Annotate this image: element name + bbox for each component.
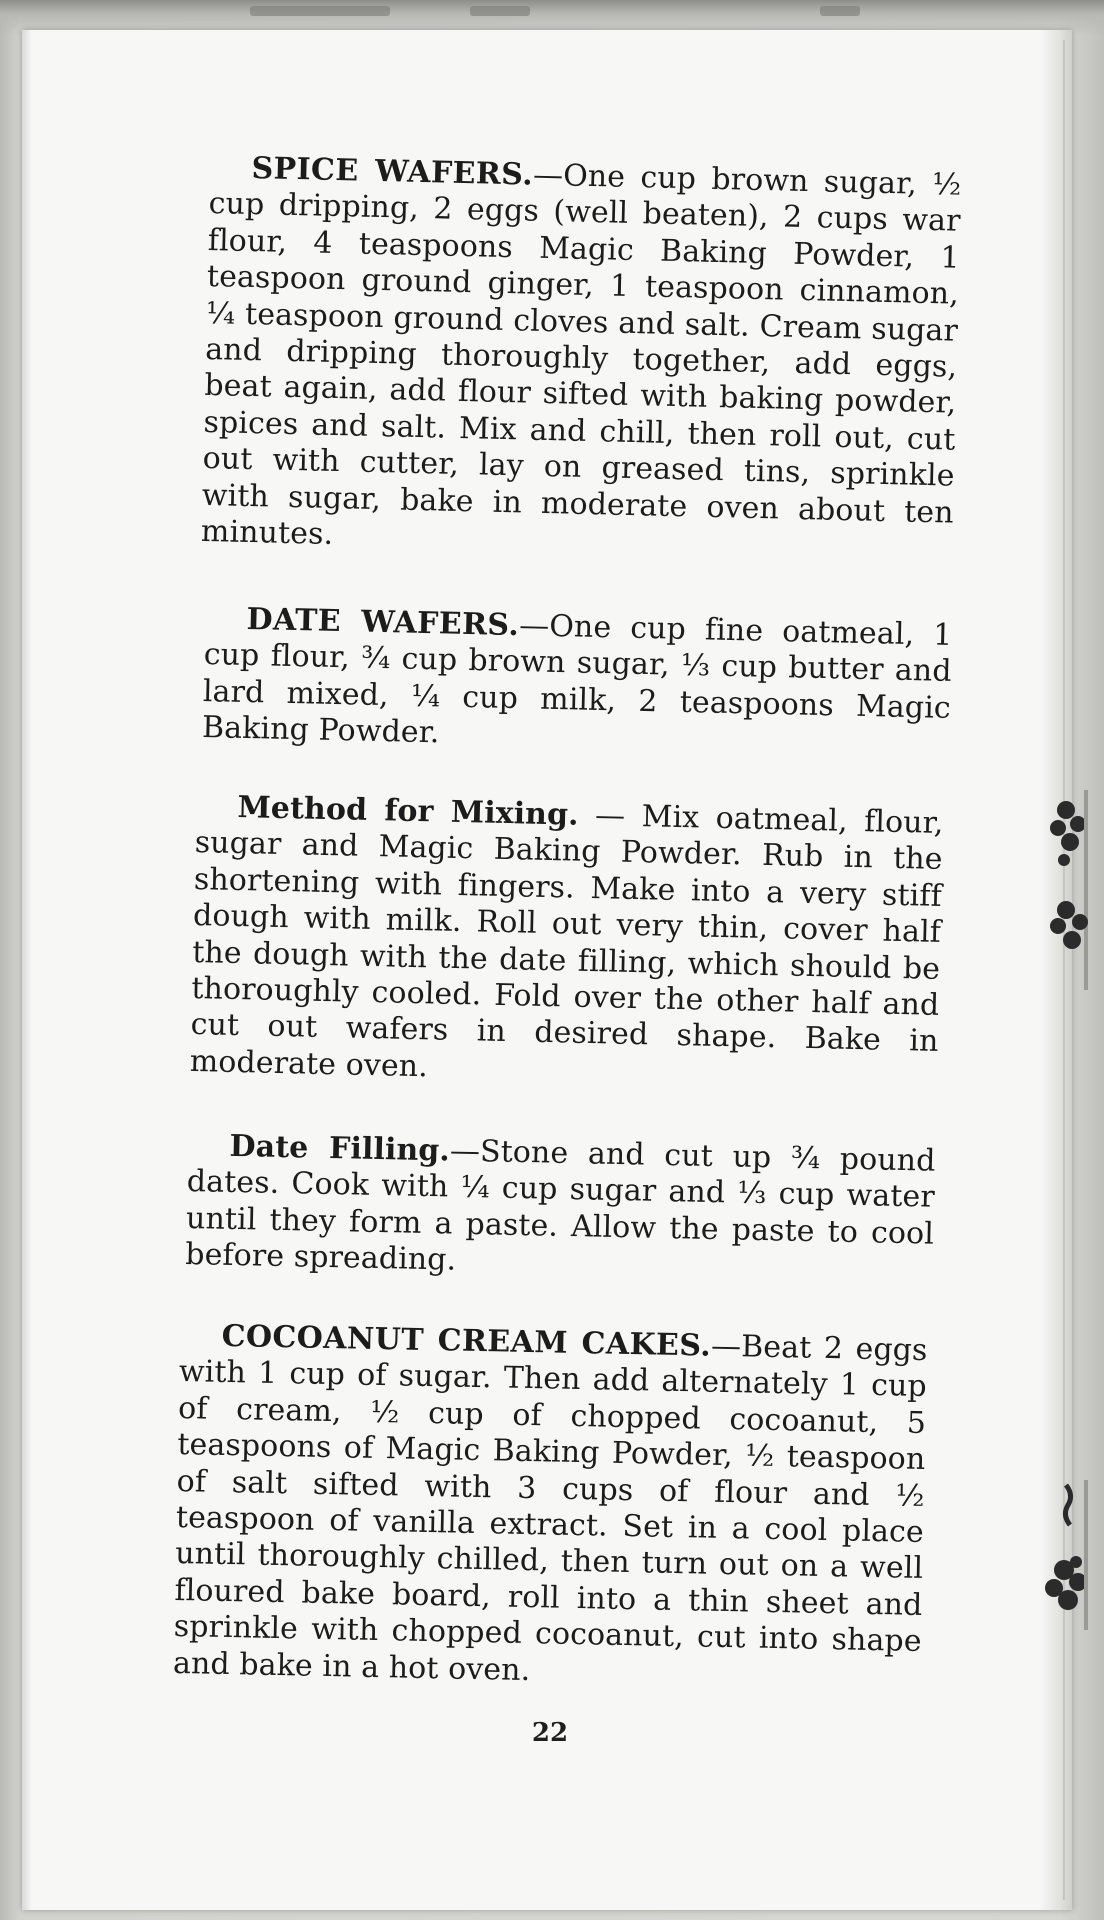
- recipe-heading: COCOANUT CREAM CAKES.: [221, 1318, 712, 1364]
- page-number: 22: [531, 1718, 569, 1748]
- recipe-body: One cup fine oatmeal, 1 cup flour, ¾ cup brown sugar, ⅓ cup butter and lard mixed, ¼ cup milk, 2 teaspoons Magic Baking Powder.: [201, 608, 953, 751]
- recipe-date-wafers: DATE WAFERS.—One cup fine oatmeal, 1 cup flour, ¾ cup brown sugar, ⅓ cup butter and lard mixed, ¼ cup milk, 2 teaspoons Magic Baking Powder.: [201, 601, 953, 751]
- recipe-cocoanut-cream-cakes: COCOANUT CREAM CAKES.—Beat 2 eggs with 1 cup of sugar. Then add alternately 1 cup of cream, ½ cup of chopped cocoanut, 5 teaspoons of Magic Baking Powder, ½ teaspoon of salt sifted with 3 cups of flour and ½ teaspoon of vanilla extract. Set in a cool place until thoroughly chilled, then turn out on a well floured bake board, roll into a thin sheet and sprinkle with chopped cocoanut, cut into shape and bake in a hot oven.: [172, 1318, 928, 1688]
- recipe-heading: Method for Mixing.: [237, 789, 580, 833]
- recipe-date-filling: Date Filling.—Stone and cut up ¾ pound dates. Cook with ¼ cup sugar and ⅓ cup water until they form a paste. Allow the paste to cool before spreading.: [184, 1128, 936, 1278]
- recipe-spice-wafers: SPICE WAFERS.—One cup brown sugar, ½ cup dripping, 2 eggs (well beaten), 2 cups war flour, 4 teaspoons Magic Baking Powder, 1 teaspoon ground ginger, 1 teaspoon cinnamon, ¼ teaspoon ground cloves and salt. Cream sugar and dripping thoroughly together, add eggs, beat again, add flour sifted with baking powder, spices and salt. Mix and chill, then roll out, cut out with cutter, lay on greased tins, sprinkle with sugar, bake in moderate oven about ten minutes.: [200, 150, 962, 553]
- recipe-heading: DATE WAFERS.: [246, 601, 520, 644]
- recipe-heading: Date Filling.: [229, 1128, 451, 1169]
- recipe-method-for-mixing: Method for Mixing. — Mix oatmeal, flour, sugar and Magic Baking Powder. Rub in the shortening with fingers. Make into a very stiff dough with milk. Roll out very thin, cover half the dough with the date filling, which should be thoroughly cooled. Fold over the other half and cut out wafers in desired shape. Bake in moderate oven.: [189, 789, 944, 1085]
- recipe-body: One cup brown sugar, ½ cup dripping, 2 eggs (well beaten), 2 cups war flour, 4 teaspoons Magic Baking Powder, 1 teaspoon ground ginger, 1 teaspoon cinnamon, ¼ teaspoon ground cloves and salt. Cream sugar and dripping thoroughly together, add eggs, beat again, add flour sifted with baking powder, spices and salt. Mix and chill, then roll out, cut out with cutter, lay on greased tins, sprinkle with sugar, bake in moderate oven about ten minutes.: [200, 158, 962, 553]
- recipe-body: Beat 2 eggs with 1 cup of sugar. Then add alternately 1 cup of cream, ½ cup of chopped cocoanut, 5 teaspoons of Magic Baking Powder, ½ teaspoon of salt sifted with 3 cups of flour and ½ teaspoon of vanilla extract. Set in a cool place until thoroughly chilled, then turn out on a well floured bake board, roll into a thin sheet and sprinkle with chopped cocoanut, cut into shape and bake in a hot oven.: [172, 1329, 928, 1688]
- recipe-body: Stone and cut up ¾ pound dates. Cook with ¼ cup sugar and ⅓ cup water until they form a paste. Allow the paste to cool before spreading.: [184, 1134, 936, 1278]
- recipe-body: Mix oatmeal, flour, sugar and Magic Baking Powder. Rub in the shortening with fingers. Make into a very stiff dough with milk. Roll out very thin, cover half the dough with the date filling, which should be thoroughly cooled. Fold over the other half and cut out wafers in desired shape. Bake in moderate oven.: [189, 799, 944, 1085]
- recipe-heading: SPICE WAFERS.: [251, 150, 534, 193]
